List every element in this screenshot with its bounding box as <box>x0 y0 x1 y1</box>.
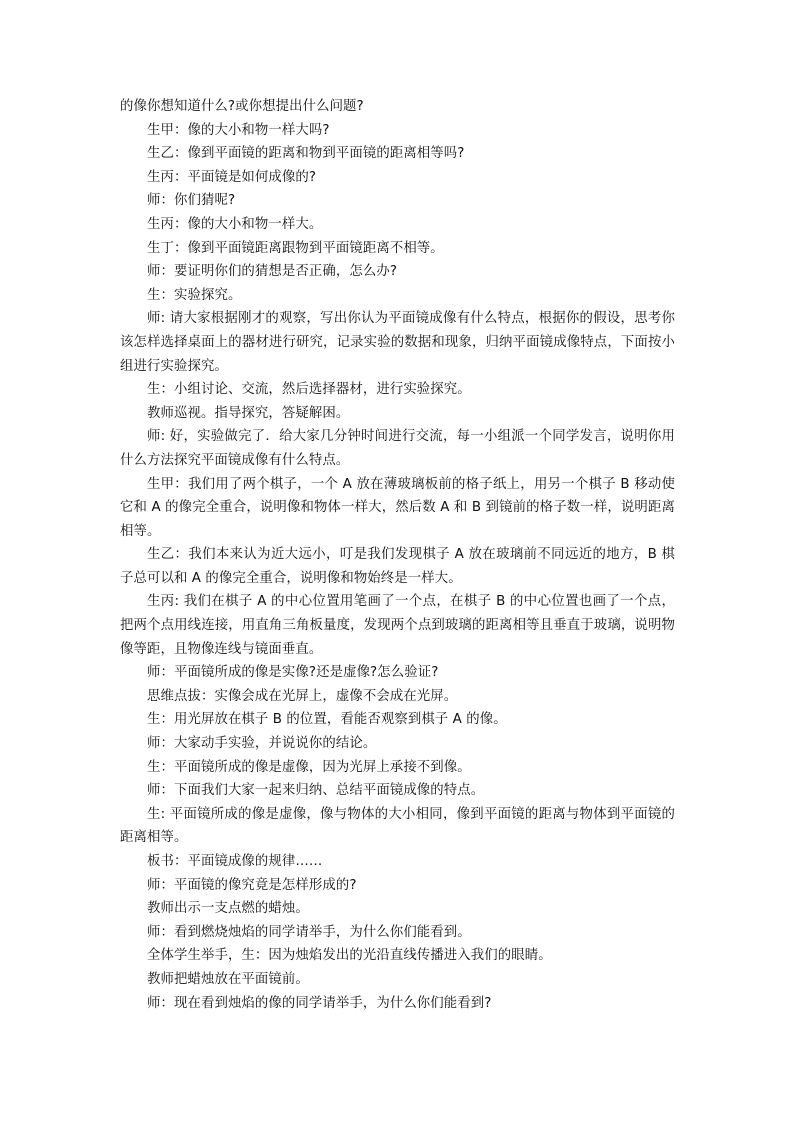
paragraph-teacher-real-virtual: 师：平面镜所成的像是实像?还是虚像?怎么验证? <box>147 665 439 681</box>
paragraph-teacher-verify: 师：要证明你们的猜想是否正确，怎么办? <box>147 264 398 280</box>
paragraph-student-b-report: 生乙：我们本来认为近大远小，叮是我们发现棋子 A 放在玻璃前不同远近的地方，B 棋子总可以和 A 的像完全重合，说明像和物始终是一样大。 <box>120 547 675 586</box>
paragraph-student-b-question: 生乙：像到平面镜的距离和物到平面镜的距离相等吗? <box>147 146 465 162</box>
paragraph-thinking-hint: 思维点拔：实像会成在光屏上，虚像不会成在光屏。 <box>147 688 458 704</box>
paragraph-student-d-guess: 生丁：像到平面镜距离跟物到平面镜距离不相等。 <box>147 240 444 256</box>
paragraph-student-screen-method: 生：用光屏放在棋子 B 的位置，看能否观察到棋子 A 的像。 <box>147 712 507 728</box>
paragraph-blackboard: 板书：平面镜成像的规律…… <box>147 854 323 869</box>
paragraph-continued-question: 的像你想知道什么?或你想提出什么问题? <box>120 99 364 114</box>
paragraph-student-summary: 生: 平面镜所成的像是虚像，像与物体的大小相同，像到平面镜的距离与物体到平面镜的距离相等。 <box>120 806 675 846</box>
paragraph-teacher-candle: 教师出示一支点燃的蜡烛。 <box>147 901 309 917</box>
paragraph-student-group-work: 生：小组讨论、交流，然后选择器材，进行实验探究。 <box>147 382 471 398</box>
paragraph-teacher-discussion: 师: 好，实验做完了．给大家几分钟时间进行交流，每一小组派一个同学发言，说明你用什么方法探究平面镜成像有什么特点。 <box>120 429 675 468</box>
paragraph-teacher-guess: 师：你们猜呢? <box>147 193 236 209</box>
paragraph-teacher-patrol: 教师巡视。指导探究，答疑解困。 <box>147 405 350 421</box>
paragraph-student-experiment: 生：实验探究。 <box>147 287 242 303</box>
paragraph-teacher-formation: 师：平面镜的像究竟是怎样形成的? <box>147 877 357 893</box>
paragraph-student-a-report: 生甲：我们用了两个棋子，一个 A 放在薄玻璃板前的格子纸上，用另一个棋子 B 移动使它和 A 的像完全重合，说明像和物体一样大，然后数 A 和 B 到镜前的格子数一样，说明距离相等。 <box>120 476 675 539</box>
paragraph-student-c-question: 生丙：平面镜是如何成像的? <box>147 169 317 185</box>
paragraph-student-c-guess: 生丙：像的大小和物一样大。 <box>147 216 323 232</box>
paragraph-student-a-question: 生甲：像的大小和物一样大吗? <box>147 122 330 138</box>
paragraph-teacher-image-question: 师：现在看到烛焰的像的同学请举手，为什么你们能看到? <box>147 995 492 1011</box>
paragraph-teacher-mirror: 教师把蜡烛放在平面镜前。 <box>147 971 309 987</box>
paragraph-teacher-hands-on: 师：大家动手实验，并说说你的结论。 <box>147 736 377 752</box>
paragraph-student-virtual-image: 生：平面镜所成的像是虚像，因为光屏上承接不到像。 <box>147 759 471 775</box>
document-page <box>120 95 675 1015</box>
paragraph-teacher-instructions: 师: 请大家根据刚才的观察，写出你认为平面镜成像有什么特点，根据你的假设，思考你该怎样选择桌面上的器材进行研究，记录实验的数据和现象，归纳平面镜成像特点，下面按小组进行实验探究。 <box>120 311 675 374</box>
paragraph-teacher-flame: 师：看到燃烧烛焰的同学请举手，为什么你们能看到。 <box>147 924 471 940</box>
paragraph-students-hands-up: 全体学生举手，生：因为烛焰发出的光沿直线传播进入我们的眼睛。 <box>147 948 552 964</box>
paragraph-teacher-summary: 师：下面我们大家一起来归纳、总结平面镜成像的特点。 <box>147 783 485 799</box>
paragraph-student-c-report: 生丙: 我们在棋子 A 的中心位置用笔画了一个点，在棋子 B 的中心位置也画了一个点，把两个点用线连接，用直角三角板量度，发现两个点到玻璃的距离相等且垂直于玻璃，说明物像等距，且物像连线与镜面垂直。 <box>120 594 675 657</box>
